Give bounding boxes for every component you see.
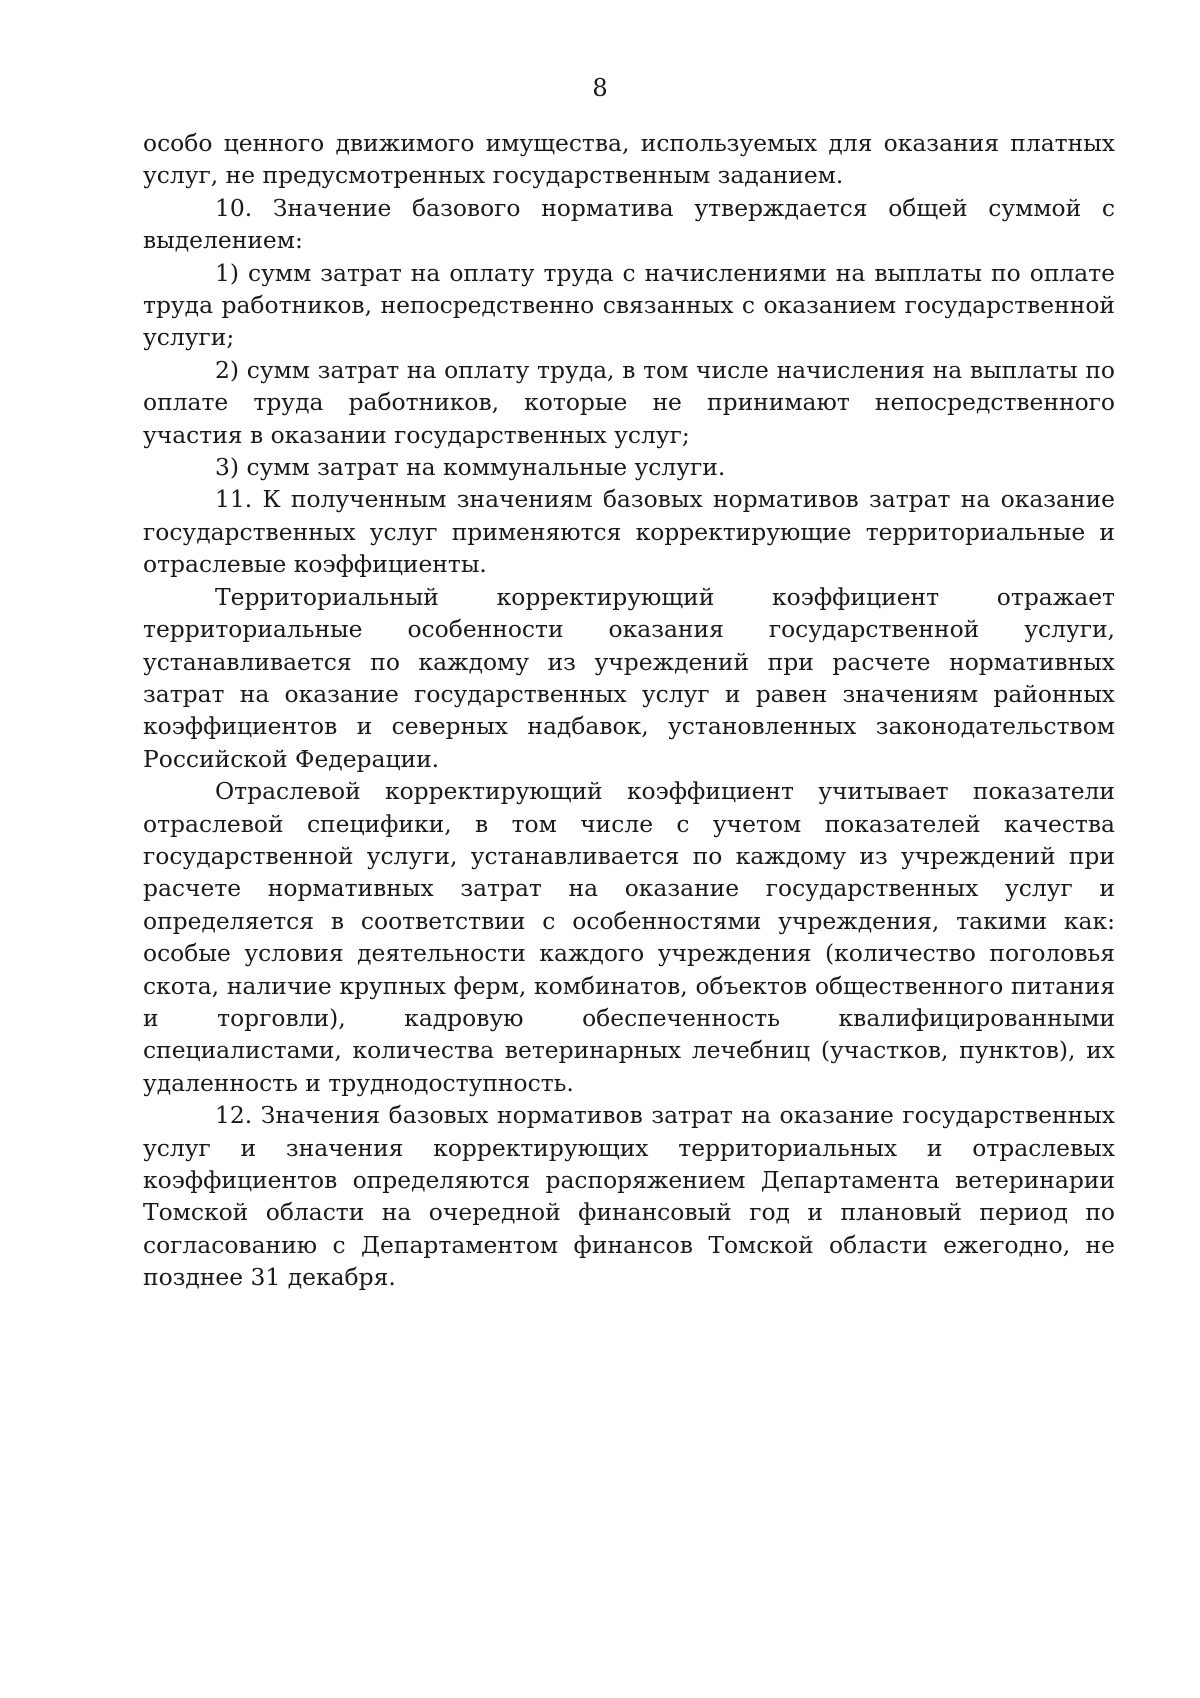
document-body <box>143 127 1115 1294</box>
paragraph-item-11: 11. К полученным значениям базовых нормативов затрат на оказание государственных услуг применяются корректирующие территориальные и отраслевые коэффициенты. <box>143 485 1115 579</box>
paragraph-subitem-3: 3) сумм затрат на коммунальные услуги. <box>215 453 726 482</box>
paragraph-territorial-coefficient: Территориальный корректирующий коэффициент отражает территориальные особенности оказания государственной услуги, устанавливается по каждому из учреждений при расчете нормативных затрат на оказание государственных услуг и равен значениям районных коэффициентов и северных надбавок, установленных законодательством Российской Федерации. <box>143 582 1115 773</box>
page-number: 8 <box>592 74 608 102</box>
paragraph-subitem-1: 1) сумм затрат на оплату труда с начислениями на выплаты по оплате труда работников, непосредственно связанных с оказанием государственной услуги; <box>143 258 1115 352</box>
paragraph-item-10: 10. Значение базового норматива утверждается общей суммой с выделением: <box>143 193 1115 255</box>
paragraph-continuation: особо ценного движимого имущества, используемых для оказания платных услуг, не предусмотренных государственным заданием. <box>143 129 1115 190</box>
paragraph-item-12: 12. Значения базовых нормативов затрат на оказание государственных услуг и значения корректирующих территориальных и отраслевых коэффициентов определяются распоряжением Департамента ветеринарии Томской области на очередной финансовый год и плановый период по согласованию с Департаментом финансов Томской области ежегодно, не позднее 31 декабря. <box>143 1101 1115 1292</box>
paragraph-industry-coefficient: Отраслевой корректирующий коэффициент учитывает показатели отраслевой специфики, в том числе с учетом показателей качества государственной услуги, устанавливается по каждому из учреждений при расчете нормативных затрат на оказание государственных услуг и определяется в соответствии с особенностями учреждения, такими как: особые условия деятельности каждого учреждения (количество поголовья скота, наличие крупных ферм, комбинатов, объектов общественного питания и торговли), кадровую обеспеченность квалифицированными специалистами, количества ветеринарных лечебниц (участков, пунктов), их удаленность и труднодоступность. <box>143 777 1115 1097</box>
paragraph-subitem-2: 2) сумм затрат на оплату труда, в том числе начисления на выплаты по оплате труда работников, которые не принимают непосредственного участия в оказании государственных услуг; <box>143 355 1115 449</box>
